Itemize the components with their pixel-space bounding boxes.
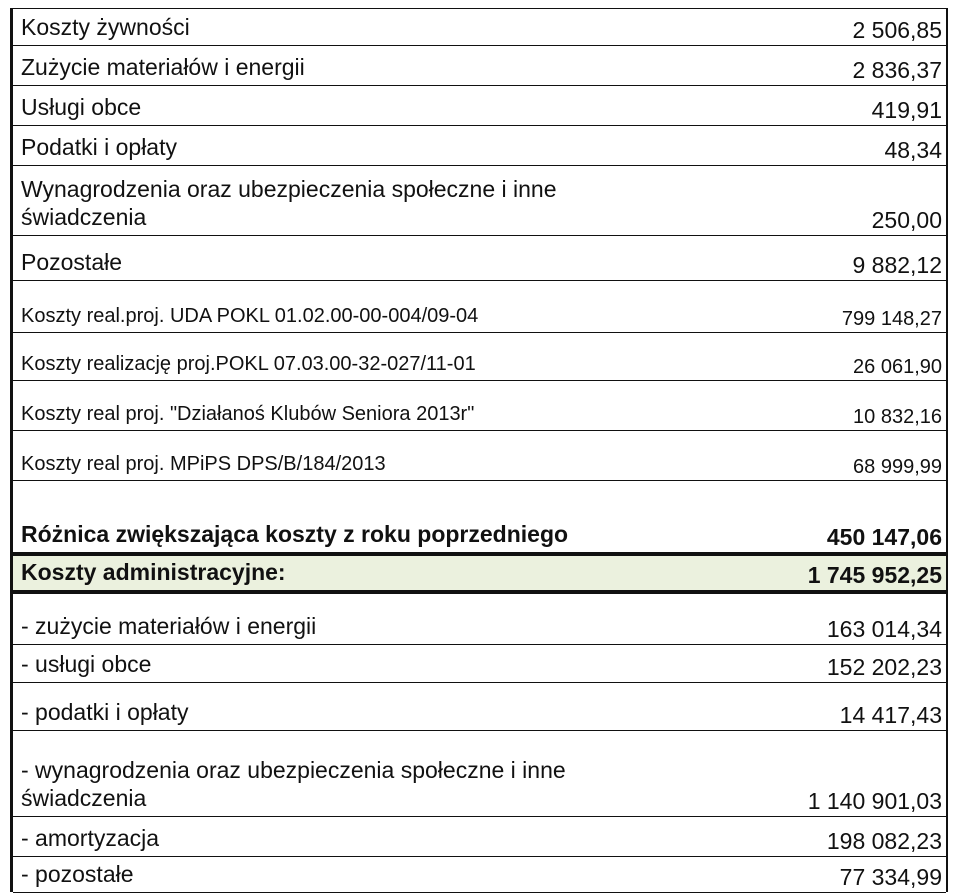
- row-label: - pozostałe: [21, 860, 134, 887]
- cost-table: [10, 8, 948, 892]
- table-row: [13, 431, 946, 481]
- row-value: 198 082,23: [826, 828, 942, 854]
- row-label: Koszty real.proj. UDA POKL 01.02.00-00-004/09-04: [21, 304, 479, 327]
- row-label: - amortyzacja: [21, 824, 160, 851]
- row-value: 26 061,90: [853, 356, 942, 378]
- table-row: [13, 86, 946, 126]
- row-value: 10 832,16: [853, 406, 942, 428]
- table-row: [13, 46, 946, 86]
- row-label: Wynagrodzenia oraz ubezpieczenia społeczne i inne świadczenia: [21, 175, 557, 230]
- row-value: 48,34: [884, 137, 942, 163]
- table-row: [13, 333, 946, 381]
- row-label: Zużycie materiałów i energii: [21, 53, 305, 80]
- table-row: [13, 236, 946, 281]
- row-label: Koszty real proj. MPiPS DPS/B/184/2013: [21, 452, 386, 475]
- table-row: [13, 9, 946, 46]
- row-value: 2 836,37: [852, 57, 942, 83]
- row-value: 68 999,99: [853, 456, 942, 478]
- table-row: [13, 683, 946, 731]
- table-row: [13, 817, 946, 857]
- row-label: Koszty administracyjne:: [21, 558, 286, 585]
- table-row: [13, 594, 946, 645]
- row-label: - wynagrodzenia oraz ubezpieczenia społeczne i inne świadczenia: [21, 756, 566, 811]
- row-label: Koszty realizację proj.POKL 07.03.00-32-027/11-01: [21, 352, 476, 375]
- row-value: 9 882,12: [852, 252, 942, 278]
- row-label: Różnica zwiększająca koszty z roku poprzedniego: [21, 520, 569, 547]
- row-label: Usługi obce: [21, 93, 142, 120]
- table-row: [13, 857, 946, 893]
- row-value: 250,00: [871, 207, 942, 233]
- row-value: 450 147,06: [826, 524, 942, 550]
- table-row: [13, 166, 946, 236]
- row-label: - podatki i opłaty: [21, 698, 189, 725]
- row-value: 77 334,99: [839, 864, 942, 890]
- row-label: - zużycie materiałów i energii: [21, 612, 317, 639]
- row-value: 1 745 952,25: [807, 562, 942, 588]
- table-row: [13, 481, 946, 556]
- table-row: [13, 281, 946, 333]
- row-label: Koszty real proj. "Działanoś Klubów Seniora 2013r": [21, 402, 475, 425]
- table-row: [13, 645, 946, 683]
- row-value: 799 148,27: [841, 308, 942, 330]
- row-value: 2 506,85: [852, 17, 942, 43]
- row-value: 419,91: [871, 97, 942, 123]
- row-value: 1 140 901,03: [807, 788, 942, 814]
- table-row: [13, 731, 946, 817]
- table-row: [13, 556, 946, 594]
- table-row: [13, 381, 946, 431]
- row-value: 163 014,34: [826, 616, 942, 642]
- row-value: 14 417,43: [839, 702, 942, 728]
- row-label: Koszty żywności: [21, 13, 190, 40]
- row-value: 152 202,23: [826, 654, 942, 680]
- row-label: - usługi obce: [21, 650, 152, 677]
- table-row: [13, 126, 946, 166]
- row-label: Pozostałe: [21, 248, 123, 275]
- row-label: Podatki i opłaty: [21, 133, 177, 160]
